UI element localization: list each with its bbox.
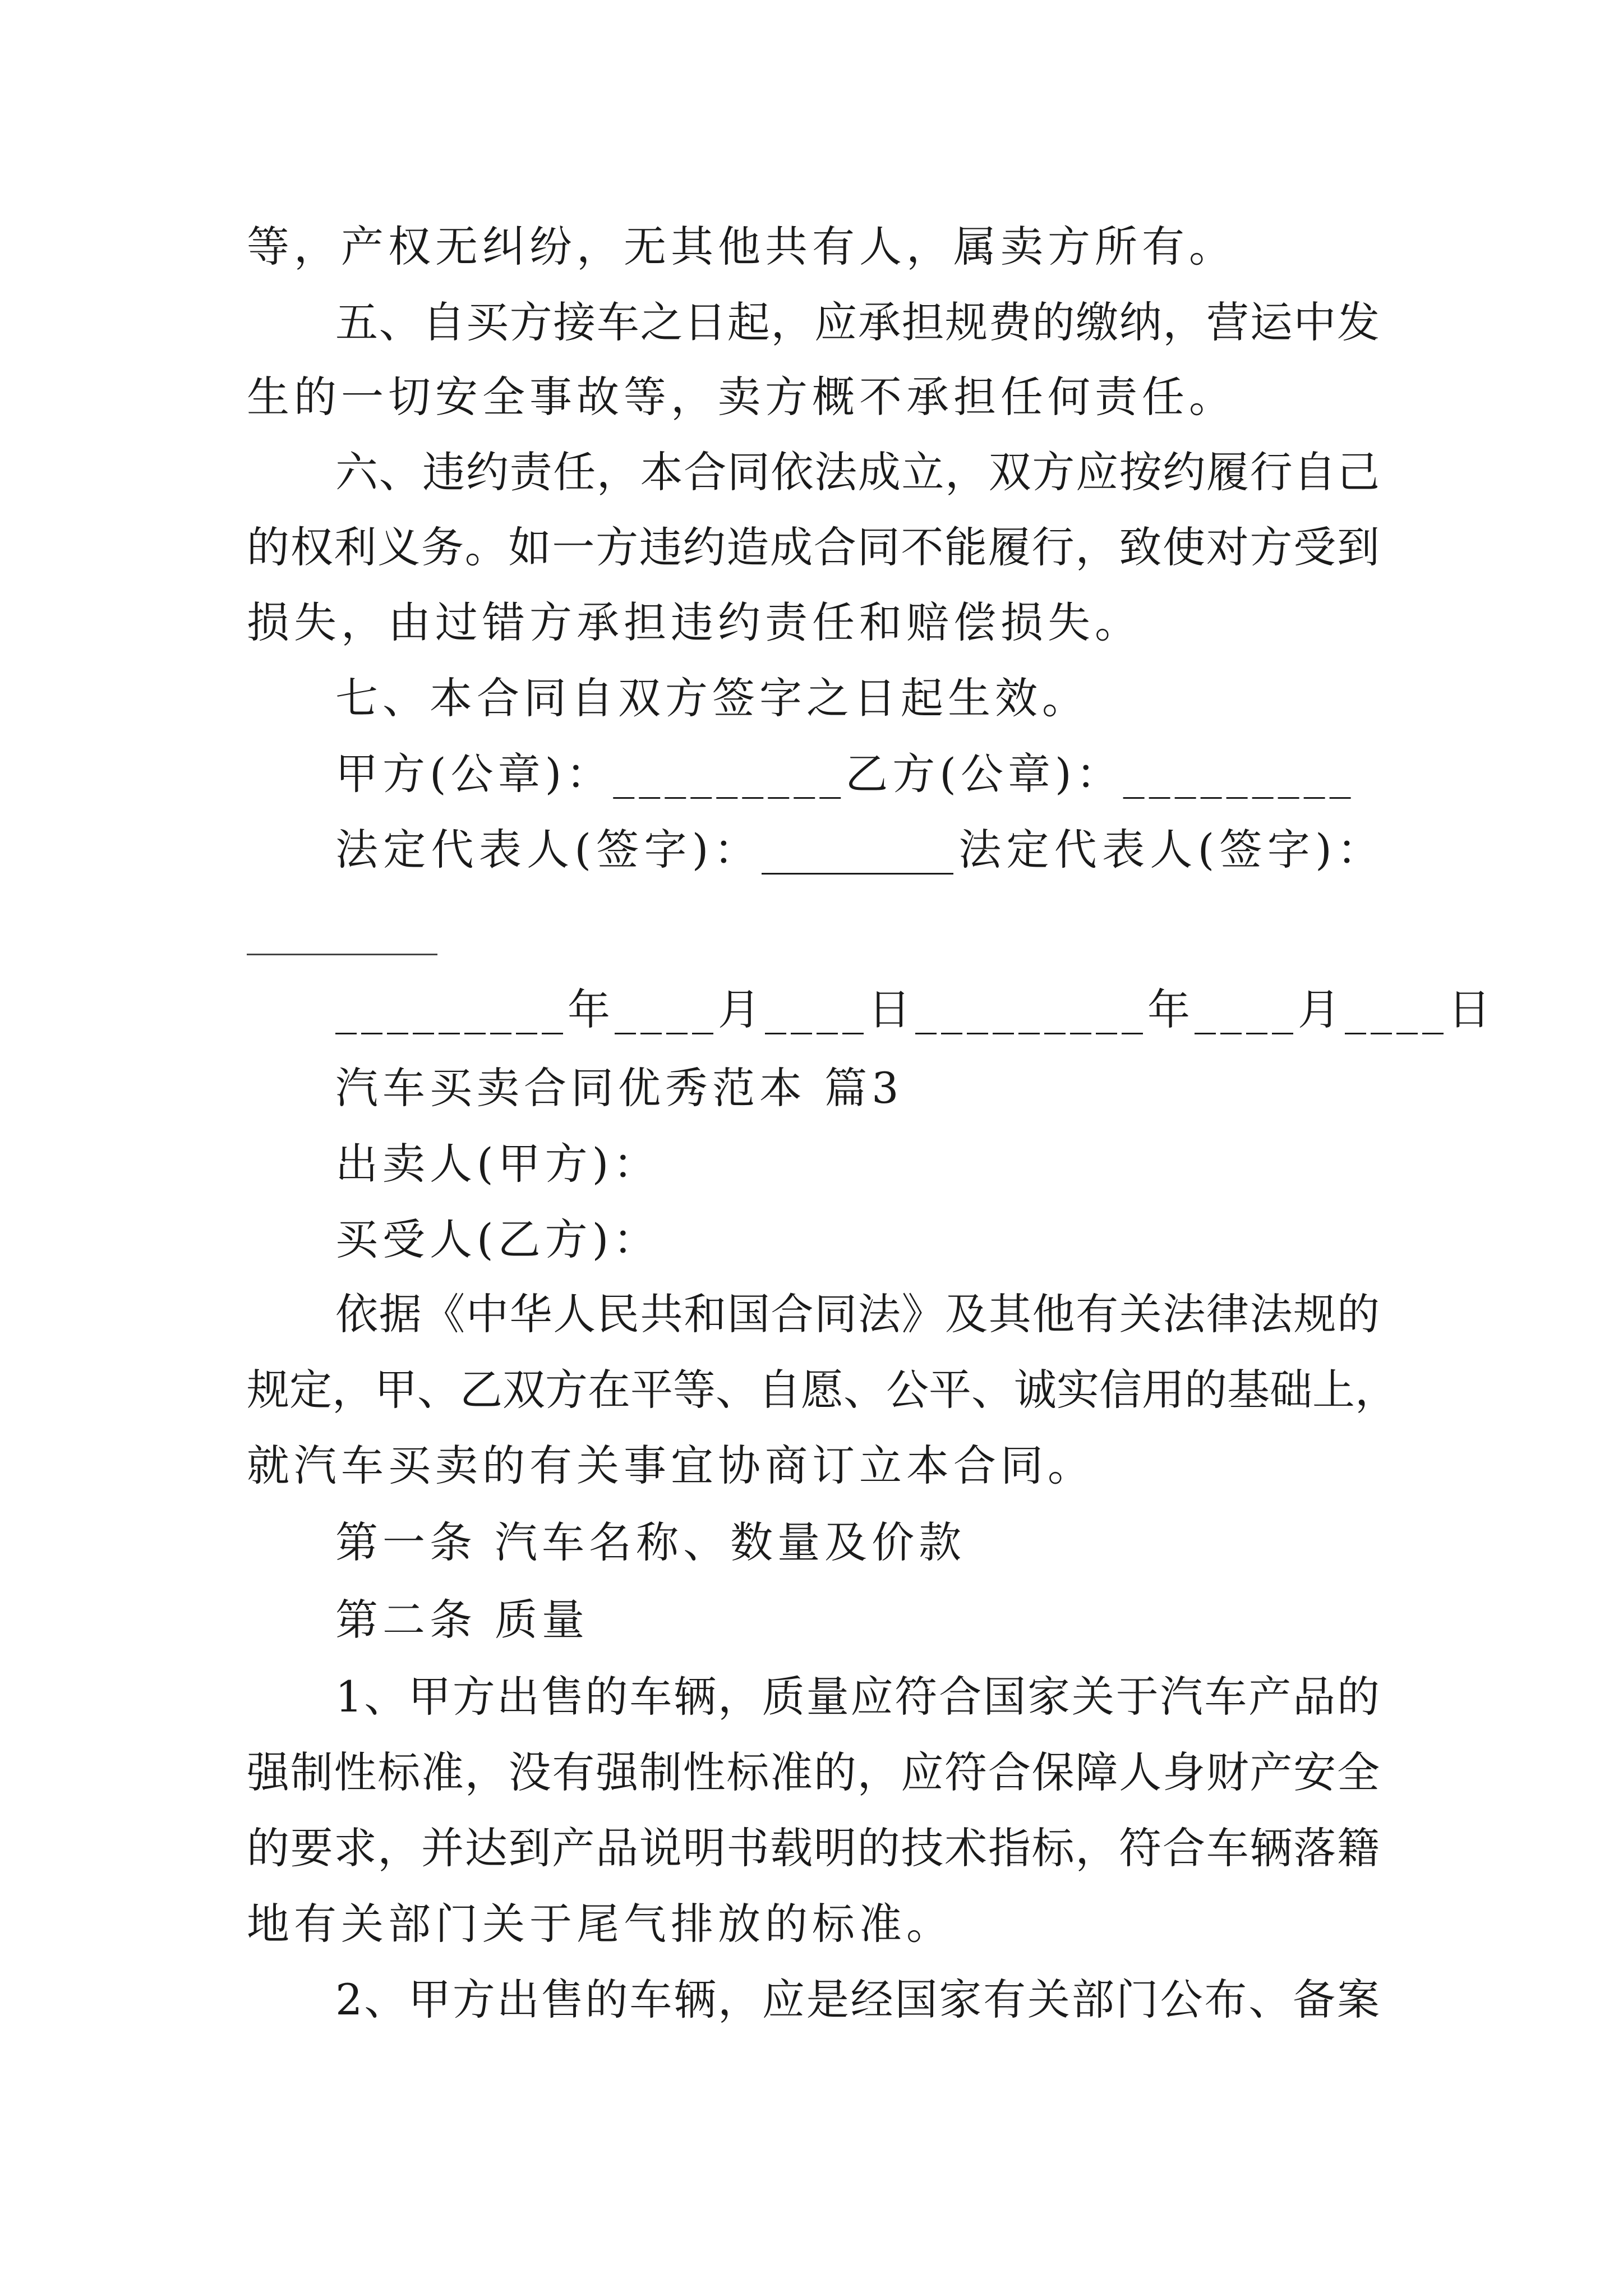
signature-line-seal: 甲方(公章)：_________乙方(公章)：_________ [335,749,1355,799]
text-line: 损失，由过错方承担违约责任和赔偿损失。 [247,597,1142,647]
date-line: _________年____月____日_________年____月____日 [335,984,1495,1034]
text-line: 规定，甲、乙双方在平等、自愿、公平、诚实信用的基础上， [247,1365,1398,1415]
text-line: 依据《中华人民共和国合同法》及其他有关法律法规的 [335,1289,1380,1339]
text-line: 就汽车买卖的有关事宜协商订立本合同。 [247,1441,1095,1490]
text-line: 2、甲方出售的车辆，应是经国家有关部门公布、备案 [335,1975,1380,2024]
text-line: 七、本合同自双方签字之日起生效。 [335,673,1089,723]
article-heading: 第二条 质量 [335,1595,589,1645]
signature-blank [247,954,437,955]
signature-line-representative: 法定代表人(签字)：_________法定代表人(签字)： [335,825,1380,875]
text-line: 等，产权无纠纷，无其他共有人，属卖方所有。 [247,222,1236,272]
text-line: 六、违约责任，本合同依法成立，双方应按约履行自己 [335,447,1380,497]
text-line: 生的一切安全事故等，卖方概不承担任何责任。 [247,372,1236,422]
text-line: 地有关部门关于尾气排放的标准。 [247,1899,953,1949]
section-heading: 汽车买卖合同优秀范本 篇3 [335,1063,903,1113]
party-buyer: 买受人(乙方)： [335,1214,661,1264]
article-heading: 第一条 汽车名称、数量及价款 [335,1517,966,1567]
text-line: 强制性标准，没有强制性标准的，应符合保障人身财产安全 [247,1747,1380,1797]
text-line: 1、甲方出售的车辆，质量应符合国家关于汽车产品的 [335,1672,1380,1722]
text-line: 的要求，并达到产品说明书载明的技术指标，符合车辆落籍 [247,1823,1380,1873]
text-line: 的权利义务。如一方违约造成合同不能履行，致使对方受到 [247,522,1380,572]
text-line: 五、自买方接车之日起，应承担规费的缴纳，营运中发 [335,297,1380,347]
party-seller: 出卖人(甲方)： [335,1139,661,1189]
